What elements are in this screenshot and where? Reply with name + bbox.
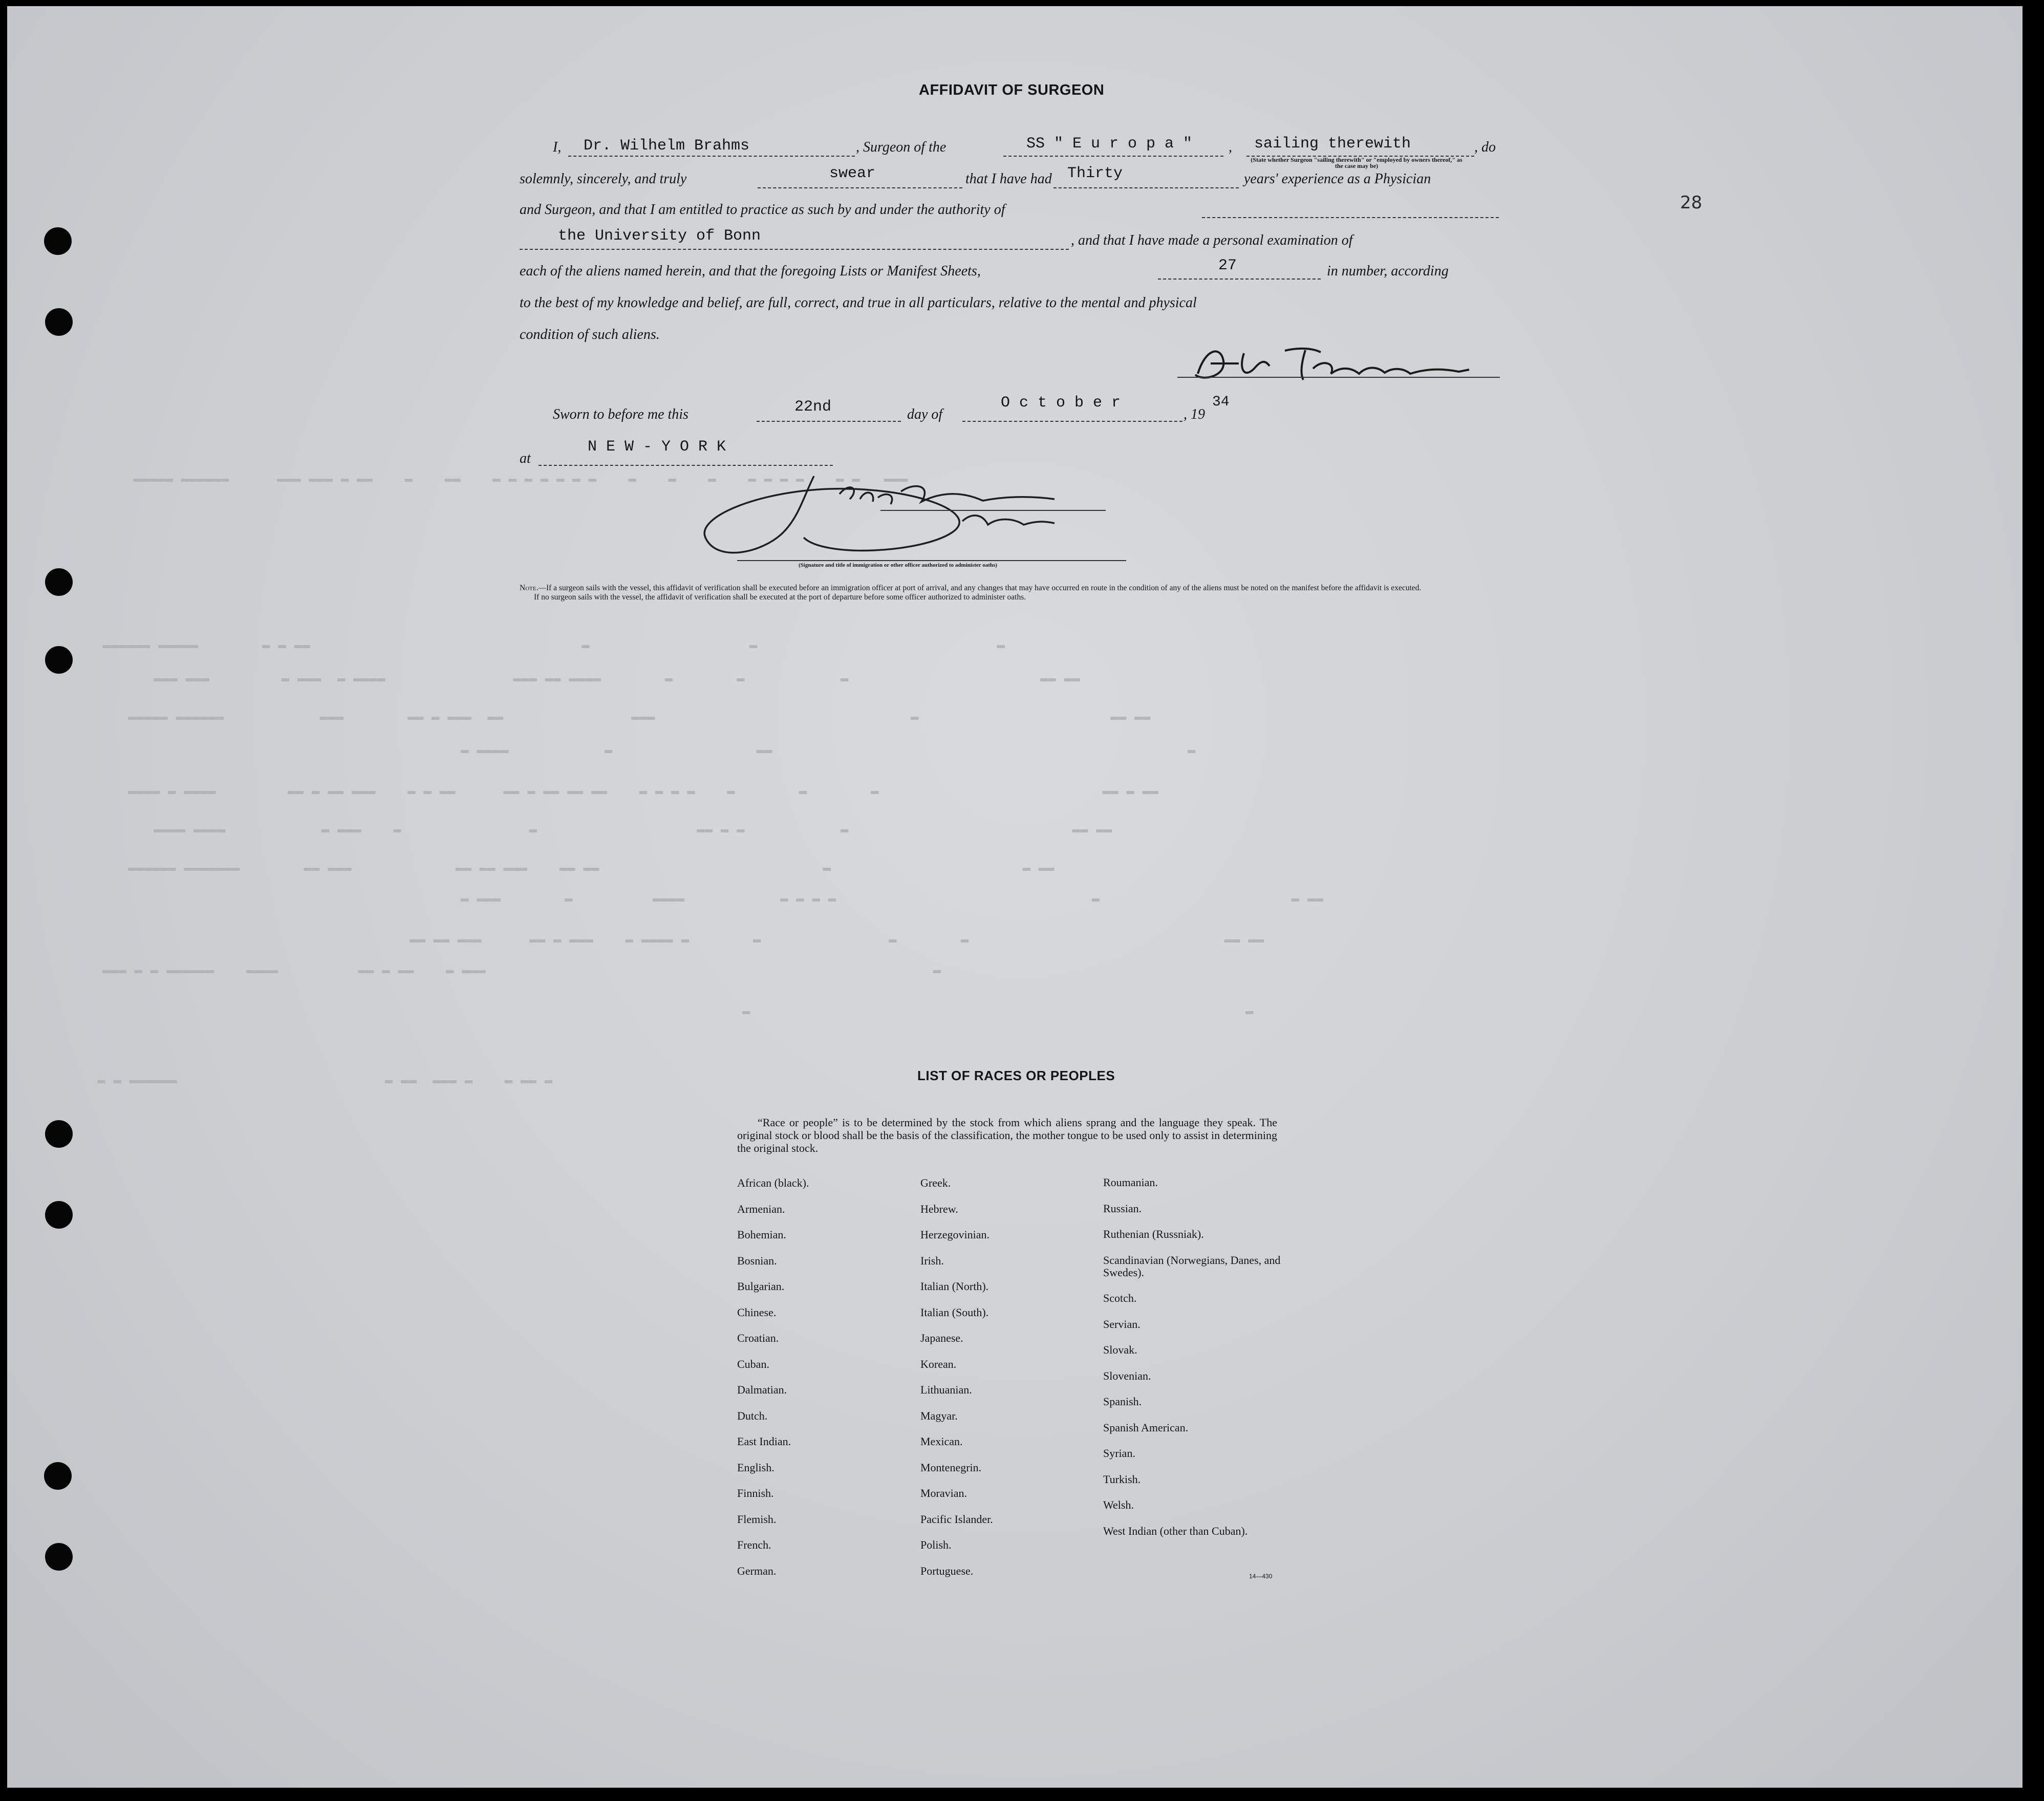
race-item: French. bbox=[737, 1538, 771, 1551]
day-of-label: day of bbox=[907, 406, 943, 422]
i-label: I, bbox=[553, 139, 562, 155]
ship-name-line bbox=[1003, 156, 1223, 157]
year-prefix: , 19 bbox=[1184, 406, 1205, 422]
race-item: Turkish. bbox=[1103, 1472, 1141, 1486]
sworn-day: 22nd bbox=[794, 398, 832, 416]
aliens-label: each of the aliens named herein, and that the foregoing Lists or Manifest Sheets, bbox=[520, 263, 981, 279]
bleed-through: ▬▬▬▬▬▬ ▬▬▬▬▬ ▬ ▬ ▬▬ ▬ ▬ ▬ bbox=[102, 637, 1005, 653]
years-line bbox=[1053, 187, 1239, 188]
race-item: Irish. bbox=[920, 1254, 944, 1267]
race-item: Servian. bbox=[1103, 1317, 1141, 1331]
race-item: Scotch. bbox=[1103, 1292, 1137, 1304]
bleed-through: ▬▬▬▬▬ ▬▬▬▬▬▬ ▬▬▬ ▬▬▬ ▬ ▬▬ ▬ ▬▬ ▬ ▬ ▬ ▬ ▬ ▬ ▬ ▬ ▬ ▬ ▬ ▬ ▬ ▬ ▬ ▬ ▬▬▬ bbox=[133, 471, 908, 486]
scan-border-bottom bbox=[0, 1788, 2044, 1801]
officer-caption: (Signature and title of immigration or other officer authorized to administer oaths) bbox=[799, 562, 997, 568]
race-item: Herzegovinian. bbox=[920, 1228, 989, 1241]
note-line2: If no surgeon sails with the vessel, the affidavit of verification shall be executed at the port of departure before some officer authorized to administer oaths. bbox=[534, 593, 1026, 602]
year-suffix: 34 bbox=[1212, 394, 1230, 410]
races-title: LIST OF RACES OR PEOPLES bbox=[917, 1068, 1115, 1083]
status: sailing therewith bbox=[1254, 135, 1411, 153]
exam-label: , and that I have made a personal examination of bbox=[1071, 232, 1353, 248]
bleed-through: ▬ ▬▬▬ ▬ ▬▬▬▬ ▬ ▬ ▬ ▬ ▬ ▬ ▬▬ bbox=[461, 891, 1324, 906]
surgeon-signature bbox=[1182, 338, 1500, 389]
race-item: Portuguese. bbox=[920, 1564, 974, 1577]
bleed-through: ▬ ▬▬▬▬ ▬ ▬▬ ▬ bbox=[461, 742, 1196, 758]
race-item: Dutch. bbox=[737, 1409, 768, 1422]
authority-label: and Surgeon, and that I am entitled to practice as such by and under the authority of bbox=[520, 202, 1005, 218]
bleed-through: ▬▬ ▬▬ ▬▬▬ ▬▬ ▬ ▬▬▬ ▬ ▬▬▬▬ ▬ ▬ ▬ ▬ ▬▬ ▬▬ bbox=[410, 932, 1264, 947]
experience-label: that I have had bbox=[965, 171, 1052, 187]
condition-label: condition of such aliens. bbox=[520, 327, 660, 342]
race-item: German. bbox=[737, 1564, 777, 1577]
race-item: Dalmatian. bbox=[737, 1383, 787, 1396]
officer-signature-line-2 bbox=[737, 560, 1126, 561]
scan-border-top bbox=[0, 0, 2044, 6]
form-number: 14—430 bbox=[1249, 1573, 1273, 1580]
note-block bbox=[520, 584, 1500, 602]
belief-label: to the best of my knowledge and belief, are full, correct, and true in all particulars, relative to the mental and physical bbox=[520, 295, 1197, 311]
race-item: Mexican. bbox=[920, 1435, 963, 1448]
race-item: Syrian. bbox=[1103, 1447, 1135, 1460]
sheet-count-line bbox=[1158, 278, 1321, 280]
race-item: Finnish. bbox=[737, 1487, 774, 1499]
race-item: Korean. bbox=[920, 1357, 957, 1370]
race-item: Scandinavian (Norwegians, Danes, and Swedes). bbox=[1103, 1253, 1281, 1279]
surgeon-of-label: , Surgeon of the bbox=[856, 139, 946, 155]
years-label: years' experience as a Physician bbox=[1244, 171, 1431, 187]
years: Thirty bbox=[1067, 165, 1123, 182]
sworn-month: O c t o b e r bbox=[1001, 394, 1121, 412]
race-item: Ruthenian (Russniak). bbox=[1103, 1228, 1204, 1240]
race-item: Croatian. bbox=[737, 1332, 779, 1344]
race-item: Hebrew. bbox=[920, 1202, 958, 1215]
sworn-day-line bbox=[757, 421, 901, 422]
place: N E W - Y O R K bbox=[588, 438, 726, 456]
bleed-through: ▬▬▬▬ ▬ ▬▬▬▬ ▬▬ ▬ ▬▬ ▬▬▬ ▬ ▬ ▬▬ ▬▬ ▬ ▬▬ ▬▬ ▬▬ ▬ ▬ ▬ ▬ ▬ ▬ ▬ ▬▬ ▬ ▬▬ bbox=[128, 783, 1158, 799]
binder-hole bbox=[45, 308, 73, 336]
race-item: Bohemian. bbox=[737, 1228, 786, 1241]
race-item: Russian. bbox=[1103, 1202, 1142, 1215]
authority-line bbox=[520, 249, 1069, 250]
surgeon-name: Dr. Wilhelm Brahms bbox=[584, 137, 750, 155]
race-item: Italian (South). bbox=[920, 1305, 989, 1319]
race-item: Japanese. bbox=[920, 1332, 963, 1344]
scan-border-right bbox=[2023, 0, 2044, 1801]
sheet-count: 27 bbox=[1218, 257, 1237, 274]
race-item: Lithuanian. bbox=[920, 1383, 972, 1396]
bleed-through: ▬ ▬ ▬▬▬▬▬▬ ▬ ▬▬ ▬▬▬ ▬ ▬ ▬▬ ▬ bbox=[97, 1073, 553, 1088]
race-item: West Indian (other than Cuban). bbox=[1103, 1524, 1248, 1537]
bleed-through: ▬▬▬ ▬▬▬ ▬ ▬▬▬ ▬ ▬▬▬▬ ▬▬▬ ▬▬ ▬▬▬▬ ▬ ▬ ▬ ▬▬ ▬▬ bbox=[154, 671, 1080, 686]
oath: swear bbox=[829, 165, 876, 182]
scan-border-left bbox=[0, 0, 7, 1801]
race-item: Spanish American. bbox=[1103, 1421, 1189, 1434]
race-item: Slovak. bbox=[1103, 1343, 1137, 1356]
sworn-label: Sworn to before me this bbox=[553, 406, 688, 422]
race-item: Welsh. bbox=[1103, 1498, 1134, 1511]
bleed-through: ▬▬▬▬▬ ▬▬▬▬▬▬ ▬▬▬ ▬▬ ▬ ▬▬▬ ▬▬ ▬▬▬ ▬ ▬▬ ▬▬ bbox=[128, 709, 1151, 724]
race-item: Cuban. bbox=[737, 1357, 769, 1370]
bleed-through: ▬▬▬▬ ▬▬▬▬ ▬ ▬▬▬ ▬ ▬ ▬▬ ▬ ▬ ▬ ▬▬ ▬▬ bbox=[154, 822, 1112, 837]
authority: the University of Bonn bbox=[558, 227, 761, 245]
ship-name: SS " E u r o p a " bbox=[1026, 135, 1193, 153]
binder-hole bbox=[45, 1543, 73, 1571]
binder-hole bbox=[44, 227, 72, 255]
binder-hole bbox=[44, 1462, 72, 1490]
surgeon-name-line bbox=[568, 156, 855, 157]
note-label: Note. bbox=[520, 584, 539, 592]
race-item: Bulgarian. bbox=[737, 1280, 785, 1293]
oath-line bbox=[758, 187, 962, 188]
race-item: Flemish. bbox=[737, 1512, 777, 1526]
race-item: Armenian. bbox=[737, 1202, 785, 1215]
race-item: Polish. bbox=[920, 1538, 952, 1551]
note-line1: —If a surgeon sails with the vessel, this affidavit of verification shall be executed before an immigration officer at port of arrival, and any changes that may have occurred en route in the condition of any of the aliens must be noted on the manifest before the affidavit is executed. bbox=[538, 584, 1422, 592]
race-item: Moravian. bbox=[920, 1487, 967, 1499]
race-item: English. bbox=[737, 1461, 774, 1474]
races-intro: “Race or people” is to be determined by the stock from which aliens sprang and the language they speak. The original stock or blood shall be the basis of the classification, the mother tongue to be used only to assist in determining the original stock. bbox=[737, 1116, 1277, 1154]
binder-hole bbox=[45, 1120, 73, 1148]
race-item: Slovenian. bbox=[1103, 1369, 1151, 1382]
officer-signature-line-1 bbox=[880, 510, 1106, 511]
race-item: African (black). bbox=[737, 1176, 809, 1189]
page-number: 28 bbox=[1680, 192, 1703, 213]
race-item: Chinese. bbox=[737, 1305, 777, 1319]
signature-line bbox=[1177, 377, 1500, 378]
race-item: Bosnian. bbox=[737, 1254, 777, 1267]
binder-hole bbox=[45, 568, 73, 596]
do-label: , do bbox=[1474, 139, 1496, 155]
comma: , bbox=[1229, 139, 1232, 155]
race-item: Roumanian. bbox=[1103, 1176, 1158, 1189]
race-item: Magyar. bbox=[920, 1409, 958, 1422]
officer-signature bbox=[696, 461, 1126, 573]
sworn-month-line bbox=[962, 421, 1182, 422]
bleed-through: ▬▬▬▬▬▬ ▬▬▬▬▬▬▬ ▬▬ ▬▬▬ ▬▬ ▬▬ ▬▬▬ ▬▬ ▬▬ ▬ ▬ ▬▬ bbox=[128, 860, 1055, 875]
race-item: Italian (North). bbox=[920, 1280, 989, 1293]
bleed-through: ▬ ▬ bbox=[742, 1003, 1254, 1019]
binder-hole bbox=[45, 646, 73, 674]
status-note: (State whether Surgeon "sailing therewith" or "employed by owners thereof," as the case may be) bbox=[1251, 156, 1462, 169]
number-label: in number, according bbox=[1327, 263, 1449, 279]
binder-hole bbox=[45, 1201, 73, 1229]
solemnly-label: solemnly, sincerely, and truly bbox=[520, 171, 687, 187]
bleed-through: ▬▬▬ ▬ ▬ ▬▬▬▬▬▬ ▬▬▬▬ ▬▬ ▬ ▬▬ ▬ ▬▬▬ ▬ bbox=[102, 962, 941, 978]
race-item: Spanish. bbox=[1103, 1395, 1142, 1408]
authority-line-a bbox=[1202, 217, 1499, 218]
race-item: Greek. bbox=[920, 1176, 951, 1189]
affidavit-title: AFFIDAVIT OF SURGEON bbox=[919, 82, 1105, 98]
at-label: at bbox=[520, 451, 531, 466]
race-item: Montenegrin. bbox=[920, 1461, 982, 1474]
race-item: Pacific Islander. bbox=[920, 1512, 993, 1526]
race-item: East Indian. bbox=[737, 1435, 791, 1448]
